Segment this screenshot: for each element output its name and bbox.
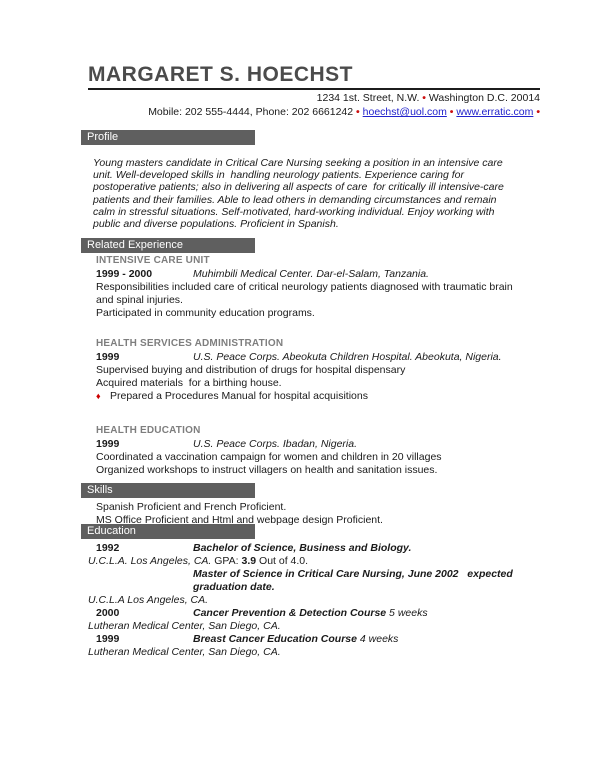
job-title: HEALTH SERVICES ADMINISTRATION [96,338,284,350]
job-dates: 1999 [96,351,120,364]
education-course-name [193,633,540,646]
job-dates: 1999 [96,438,120,451]
skill-line: Spanish Proficient and French Proficient. [96,501,287,514]
job-date-org-row [96,438,540,451]
gpa-suffix: Out of 4.0. [256,555,309,568]
education-degree: Master of Science in Critical Care Nursing, June 2002 expected graduation date. [193,568,516,594]
job-bullet-text: Prepared a Procedures Manual for hospital acquisitions [110,390,368,403]
address-street: 1234 1st. Street, N.W. [316,92,420,104]
bullet-separator-icon: • [356,106,360,118]
job-description-line: Acquired materials for a birthing house. [96,377,282,390]
education-list [81,542,540,659]
experience-entry [81,255,540,320]
gpa-value: 3.9 [241,555,257,568]
section-header-skills: Skills [81,483,255,498]
education-entry-master [96,568,540,594]
email-link[interactable]: hoechst@uol.com [362,106,447,118]
education-entry-bachelor [96,542,540,555]
job-description-line: Participated in community education programs. [96,307,315,320]
resume-content [81,63,540,659]
course-title: Breast Cancer Education Course [193,633,357,646]
job-description-line: Supervised buying and distribution of drugs for hospital dispensary [96,364,406,377]
course-title: Cancer Prevention & Detection Course [193,607,387,620]
experience-entry [81,425,540,477]
course-duration: 4 weeks [356,633,399,646]
education-school: U.C.L.A Los Angeles, CA. [88,594,209,607]
education-school: Lutheran Medical Center, San Diego, CA. [88,646,281,659]
experience-entry [81,338,540,403]
skill-line: MS Office Proficient and Html and webpage design Proficient. [96,513,383,526]
job-organization: Muhimbili Medical Center. Dar-el-Salam, Tanzania. [193,268,429,281]
education-entry-course [96,607,540,620]
course-duration: 5 weeks [386,607,428,620]
address-line [81,92,540,104]
education-school: Lutheran Medical Center, San Diego, CA. [88,620,281,633]
education-date: 2000 [96,607,120,620]
job-bullet-item [96,390,540,403]
website-link[interactable]: www.erratic.com [456,106,534,118]
section-header-profile: Profile [81,130,255,145]
person-name: MARGARET S. HOECHST [88,63,354,86]
bullet-separator-icon: • [422,92,426,104]
contact-line [81,106,540,118]
section-header-related-experience: Related Experience [81,238,255,253]
job-dates: 1999 - 2000 [96,268,153,281]
education-date-empty [96,568,193,594]
education-school-gpa-line [88,555,540,568]
education-date: 1999 [96,633,120,646]
job-date-org-row [96,268,540,281]
job-organization: U.S. Peace Corps. Abeokuta Children Hospital. Abeokuta, Nigeria. [193,351,502,364]
skills-list [81,501,540,526]
address-city: Washington D.C. 20014 [428,92,540,104]
education-entry-course [96,633,540,646]
job-title: HEALTH EDUCATION [96,425,201,437]
bullet-separator-icon: • [536,106,540,118]
job-description-line: Coordinated a vaccination campaign for women and children in 20 villages [96,451,442,464]
education-date: 1992 [96,542,120,555]
profile-summary: Young masters candidate in Critical Care Nursing seeking a position in an intensive care unit. Well-developed skills in handling neurology patients. Experience caring for postoperative patients; also in delivering all aspects of care for critically ill intensive-care patients and their families. Able to lead others in demanding circumstances and remain calm in stressful situations. Self-motivated, hard-working individual. Enjoy working with public and diverse populations. Proficient in Spanish. [93,157,507,231]
gpa-label: GPA: [211,555,242,568]
job-date-org-row [96,351,540,364]
education-school: U.C.L.A. Los Angeles, CA. [88,555,212,568]
job-description-line: Organized workshops to instruct villagers on health and sanitation issues. [96,464,438,477]
section-header-education: Education [81,524,255,539]
phone-numbers: Mobile: 202 555-4444, Phone: 202 6661242 [148,106,354,118]
job-title: INTENSIVE CARE UNIT [96,255,210,267]
bullet-separator-icon: • [449,106,454,118]
diamond-bullet-icon: ♦ [96,391,101,402]
education-degree: Bachelor of Science, Business and Biology. [193,542,412,555]
header-rule [88,88,540,90]
job-organization: U.S. Peace Corps. Ibadan, Nigeria. [193,438,358,451]
education-course-name [193,607,540,620]
job-description-line: Responsibilities included care of critical neurology patients diagnosed with traumatic brain and spinal injuries. [96,281,516,307]
